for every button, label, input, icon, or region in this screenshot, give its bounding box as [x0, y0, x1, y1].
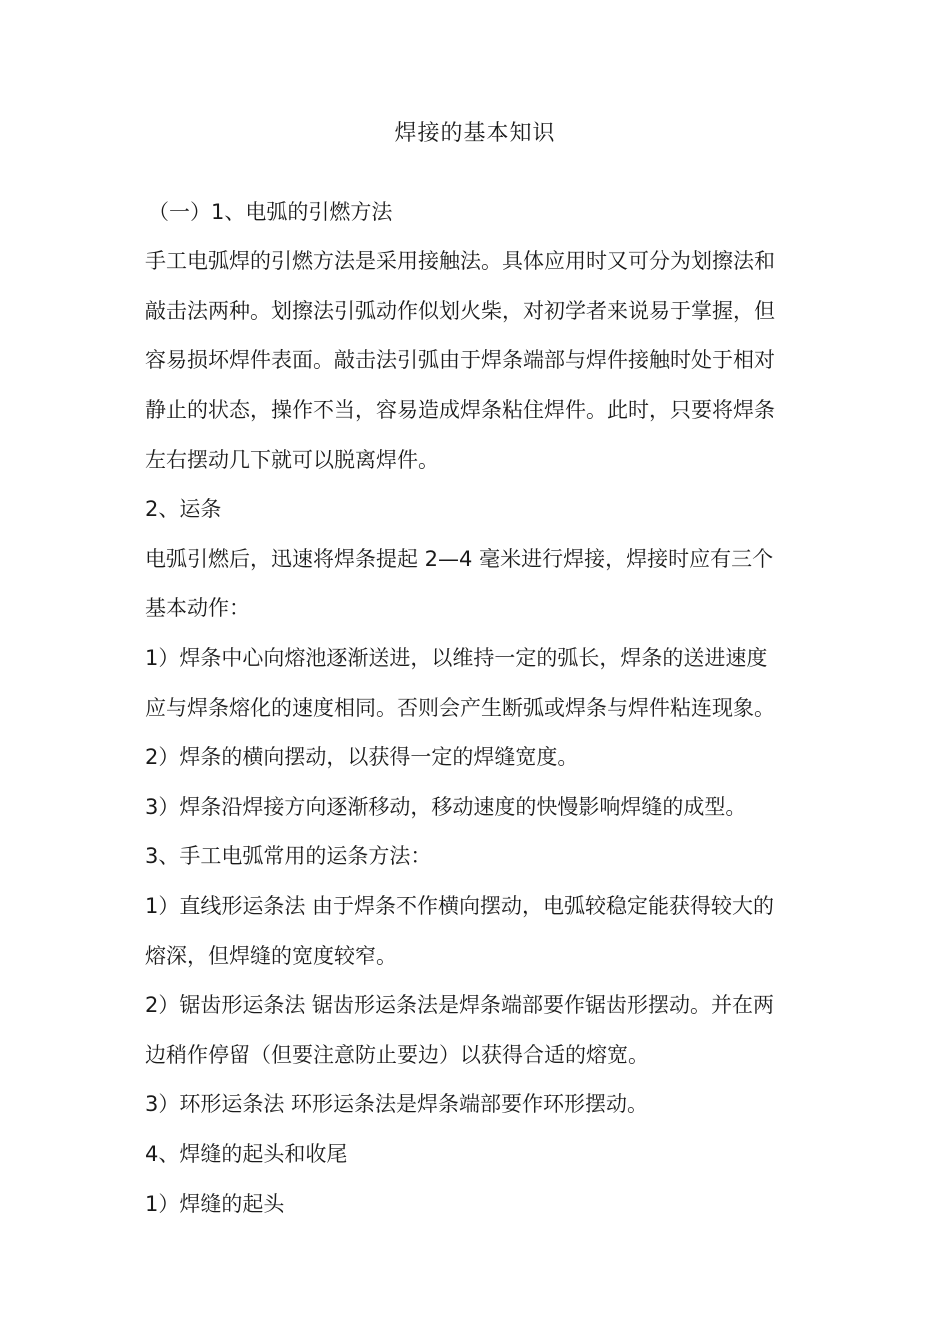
section-heading: 3、手工电弧常用的运条方法：: [145, 844, 432, 868]
paragraph-line: 容易损坏焊件表面。敲击法引弧由于焊条端部与焊件接触时处于相对: [145, 348, 775, 372]
list-item: 1）直线形运条法 由于焊条不作横向摆动，电弧较稳定能获得较大的: [145, 894, 775, 918]
list-item: 1）焊缝的起头: [145, 1192, 285, 1216]
list-item: 1）焊条中心向熔池逐渐送进，以维持一定的弧长，焊条的送进速度: [145, 646, 768, 670]
paragraph-line: 边稍作停留（但要注意防止要边）以获得合适的熔宽。: [145, 1043, 649, 1067]
paragraph-line: 静止的状态，操作不当，容易造成焊条粘住焊件。此时，只要将焊条: [145, 398, 775, 422]
list-item: 3）环形运条法 环形运条法是焊条端部要作环形摆动。: [145, 1092, 649, 1116]
paragraph-line: 基本动作：: [145, 596, 250, 620]
list-item: 3）焊条沿焊接方向逐渐移动，移动速度的快慢影响焊缝的成型。: [145, 795, 747, 819]
section-heading: 2、运条: [145, 497, 222, 521]
section-heading: 4、焊缝的起头和收尾: [145, 1142, 348, 1166]
section-heading: （一）1、电弧的引燃方法: [148, 200, 393, 224]
paragraph-line: 手工电弧焊的引燃方法是采用接触法。具体应用时又可分为划擦法和: [145, 249, 775, 273]
paragraph-line: 应与焊条熔化的速度相同。否则会产生断弧或焊条与焊件粘连现象。: [145, 696, 775, 720]
paragraph-line: 熔深，但焊缝的宽度较窄。: [145, 944, 397, 968]
list-item: 2）锯齿形运条法 锯齿形运条法是焊条端部要作锯齿形摆动。并在两: [145, 993, 775, 1017]
paragraph-line: 左右摆动几下就可以脱离焊件。: [145, 448, 439, 472]
document-title: 焊接的基本知识: [394, 121, 556, 146]
paragraph-line: 敲击法两种。划擦法引弧动作似划火柴，对初学者来说易于掌握，但: [145, 299, 775, 323]
list-item: 2）焊条的横向摆动，以获得一定的焊缝宽度。: [145, 745, 579, 769]
paragraph-line: 电弧引燃后，迅速将焊条提起 2—4 毫米进行焊接，焊接时应有三个: [145, 547, 774, 571]
